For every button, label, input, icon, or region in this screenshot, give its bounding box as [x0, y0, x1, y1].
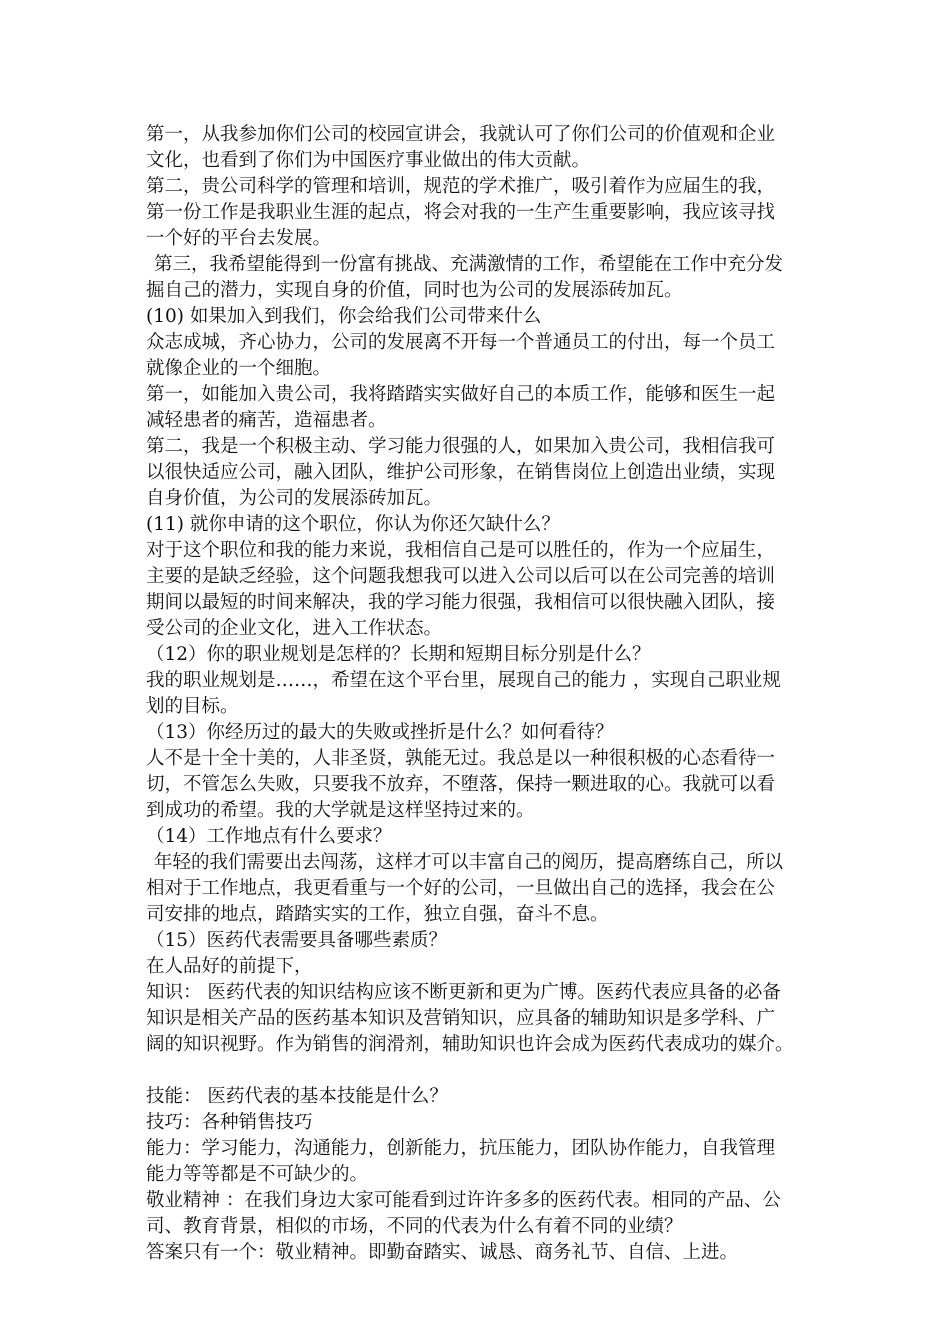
text-line: 技能： 医药代表的基本技能是什么？: [146, 1086, 448, 1107]
text-line: 答案只有一个：敬业精神。即勤奋踏实、诚恳、商务礼节、自信、上进。: [146, 1242, 739, 1263]
question-heading: (10) 如果加入到我们，你会给我们公司带来什么: [146, 306, 542, 327]
text-line: 阔的知识视野。作为销售的润滑剂，辅助知识也许会成为医药代表成功的媒介。: [146, 1034, 794, 1055]
text-line: 到成功的希望。我的大学就是这样坚持过来的。: [146, 800, 535, 821]
text-line: 年轻的我们需要出去闯荡，这样才可以丰富自己的阅历，提高磨练自己，所以: [154, 852, 784, 873]
question-heading: （15）医药代表需要具备哪些素质？: [146, 930, 448, 951]
text-line: 第一份工作是我职业生涯的起点，将会对我的一生产生重要影响，我应该寻找: [146, 202, 776, 223]
text-line: 就像企业的一个细胞。: [146, 358, 332, 379]
text-line: 人不是十全十美的，人非圣贤，孰能无过。我总是以一种很积极的心态看待一: [146, 748, 776, 769]
text-line: 司安排的地点，踏踏实实的工作，独立自强，奋斗不息。: [146, 904, 609, 925]
text-line: 掘自己的潜力，实现自身的价值，同时也为公司的发展添砖加瓦。: [146, 280, 683, 301]
text-line: 知识： 医药代表的知识结构应该不断更新和更为广博。医药代表应具备的必备: [146, 982, 781, 1003]
question-heading: （12）你的职业规划是怎样的？长期和短期目标分别是什么？: [146, 644, 651, 665]
text-line: 技巧：各种销售技巧: [146, 1112, 313, 1133]
text-line: 主要的是缺乏经验，这个问题我想我可以进入公司以后可以在公司完善的培训: [146, 566, 776, 587]
question-heading: (11) 就你申请的这个职位，你认为你还欠缺什么？: [146, 514, 560, 535]
text-line: 自身价值，为公司的发展添砖加瓦。: [146, 488, 443, 509]
text-line: 减轻患者的痛苦，造福患者。: [146, 410, 387, 431]
document-page: [146, 122, 808, 1266]
question-heading: （13）你经历过的最大的失败或挫折是什么？如何看待？: [146, 722, 614, 743]
text-line: 能力等等都是不可缺少的。: [146, 1164, 369, 1185]
text-line: 期间以最短的时间来解决，我的学习能力很强，我相信可以很快融入团队，接: [146, 592, 776, 613]
text-line: 受公司的企业文化，进入工作状态。: [146, 618, 443, 639]
text-line: 第三，我希望能得到一份富有挑战、充满激情的工作，希望能在工作中充分发: [154, 254, 784, 275]
text-line: 一个好的平台去发展。: [146, 228, 332, 249]
text-line: 划的目标。: [146, 696, 239, 717]
text-line: 第二，贵公司科学的管理和培训，规范的学术推广，吸引着作为应届生的我，: [146, 176, 776, 197]
text-line: 在人品好的前提下，: [146, 956, 313, 977]
text-line: 第二，我是一个积极主动、学习能力很强的人，如果加入贵公司，我相信我可: [146, 436, 776, 457]
text-line: 敬业精神 ：在我们身边大家可能看到过许许多多的医药代表。相同的产品、公: [146, 1190, 781, 1211]
blank-line: [146, 1058, 808, 1084]
text-line: 文化，也看到了你们为中国医疗事业做出的伟大贡献。: [146, 150, 591, 171]
text-line: 切，不管怎么失败，只要我不放弃，不堕落，保持一颗进取的心。我就可以看: [146, 774, 776, 795]
text-line: 对于这个职位和我的能力来说，我相信自己是可以胜任的，作为一个应届生，: [146, 540, 776, 561]
text-line: 知识是相关产品的医药基本知识及营销知识，应具备的辅助知识是多学科、广: [146, 1008, 776, 1029]
text-line: 众志成城，齐心协力，公司的发展离不开每一个普通员工的付出，每一个员工: [146, 332, 776, 353]
text-line: 第一，如能加入贵公司，我将踏踏实实做好自己的本质工作，能够和医生一起: [146, 384, 776, 405]
text-line: 相对于工作地点，我更看重与一个好的公司，一旦做出自己的选择，我会在公: [146, 878, 776, 899]
text-line: 能力：学习能力，沟通能力，创新能力，抗压能力，团队协作能力，自我管理: [146, 1138, 776, 1159]
question-heading: （14）工作地点有什么要求？: [146, 826, 392, 847]
text-line: 第一，从我参加你们公司的校园宣讲会，我就认可了你们公司的价值观和企业: [146, 124, 776, 145]
text-line: 司、教育背景，相似的市场，不同的代表为什么有着不同的业绩？: [146, 1216, 683, 1237]
text-line: 我的职业规划是……，希望在这个平台里，展现自己的能力 ，实现自己职业规: [146, 670, 781, 691]
text-line: 以很快适应公司，融入团队，维护公司形象，在销售岗位上创造出业绩，实现: [146, 462, 776, 483]
